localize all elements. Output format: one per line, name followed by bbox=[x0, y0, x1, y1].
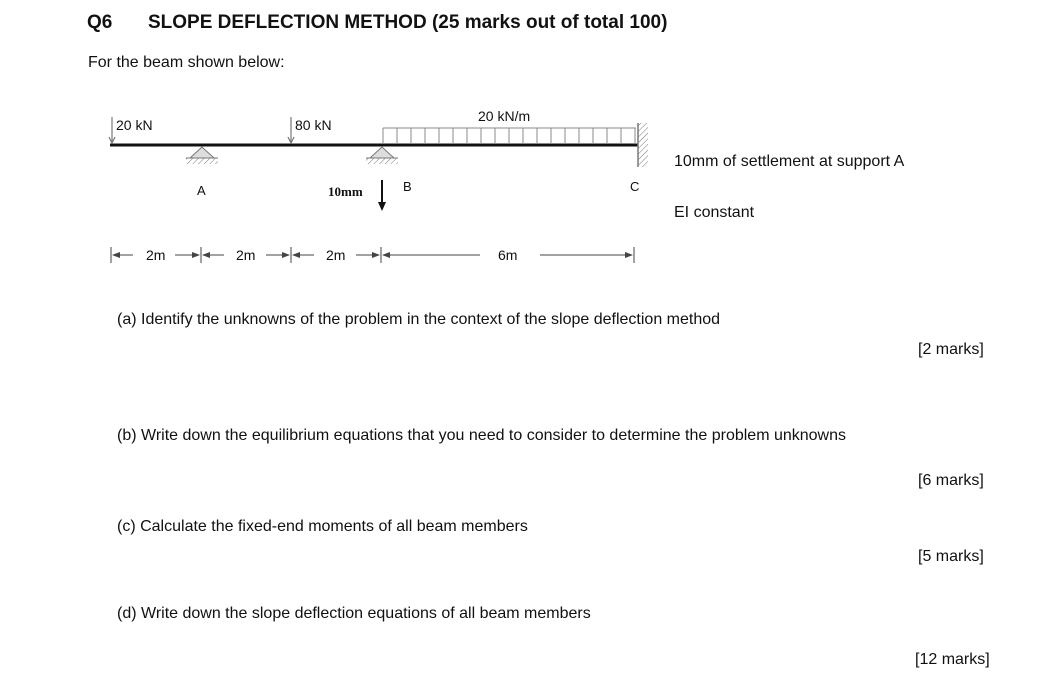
fixed-support-c bbox=[638, 123, 648, 167]
support-a bbox=[186, 147, 218, 164]
settlement-label: 10mm bbox=[328, 184, 363, 199]
support-a-label: A bbox=[197, 183, 206, 198]
udl-label: 20 kN/m bbox=[478, 108, 531, 124]
question-number: Q6 bbox=[87, 12, 113, 33]
dimension-line bbox=[111, 247, 634, 263]
support-b-label: B bbox=[403, 179, 412, 194]
settlement-note: 10mm of settlement at support A bbox=[674, 153, 905, 170]
point-load-2-label: 80 kN bbox=[295, 117, 332, 133]
part-a-marks: [2 marks] bbox=[918, 341, 984, 358]
support-b bbox=[366, 147, 398, 164]
span-label: 6m bbox=[498, 247, 518, 263]
span-label: 2m bbox=[146, 247, 166, 263]
part-a-text: (a) Identify the unknowns of the problem in the context of the slope deflection method bbox=[117, 311, 721, 328]
question-title: SLOPE DEFLECTION METHOD (25 marks out of total 100) bbox=[148, 12, 668, 33]
question-intro: For the beam shown below: bbox=[88, 54, 285, 71]
beam-diagram bbox=[0, 0, 700, 280]
udl-arrows bbox=[383, 128, 636, 143]
part-b-text: (b) Write down the equilibrium equations that you need to consider to determine the problem unknowns bbox=[117, 427, 847, 444]
part-d-text: (d) Write down the slope deflection equations of all beam members bbox=[117, 605, 591, 622]
part-c-marks: [5 marks] bbox=[918, 548, 984, 565]
point-load-1-label: 20 kN bbox=[116, 117, 153, 133]
span-label: 2m bbox=[236, 247, 256, 263]
point-load-2-arrow bbox=[288, 117, 294, 143]
part-c-text: (c) Calculate the fixed-end moments of all beam members bbox=[117, 518, 528, 535]
part-b-marks: [6 marks] bbox=[918, 472, 984, 489]
span-label: 2m bbox=[326, 247, 346, 263]
point-load-1-arrow bbox=[109, 117, 115, 143]
part-d-marks: [12 marks] bbox=[915, 651, 990, 668]
settlement-arrow bbox=[378, 180, 386, 211]
support-c-label: C bbox=[630, 179, 640, 194]
ei-note: EI constant bbox=[674, 204, 755, 221]
